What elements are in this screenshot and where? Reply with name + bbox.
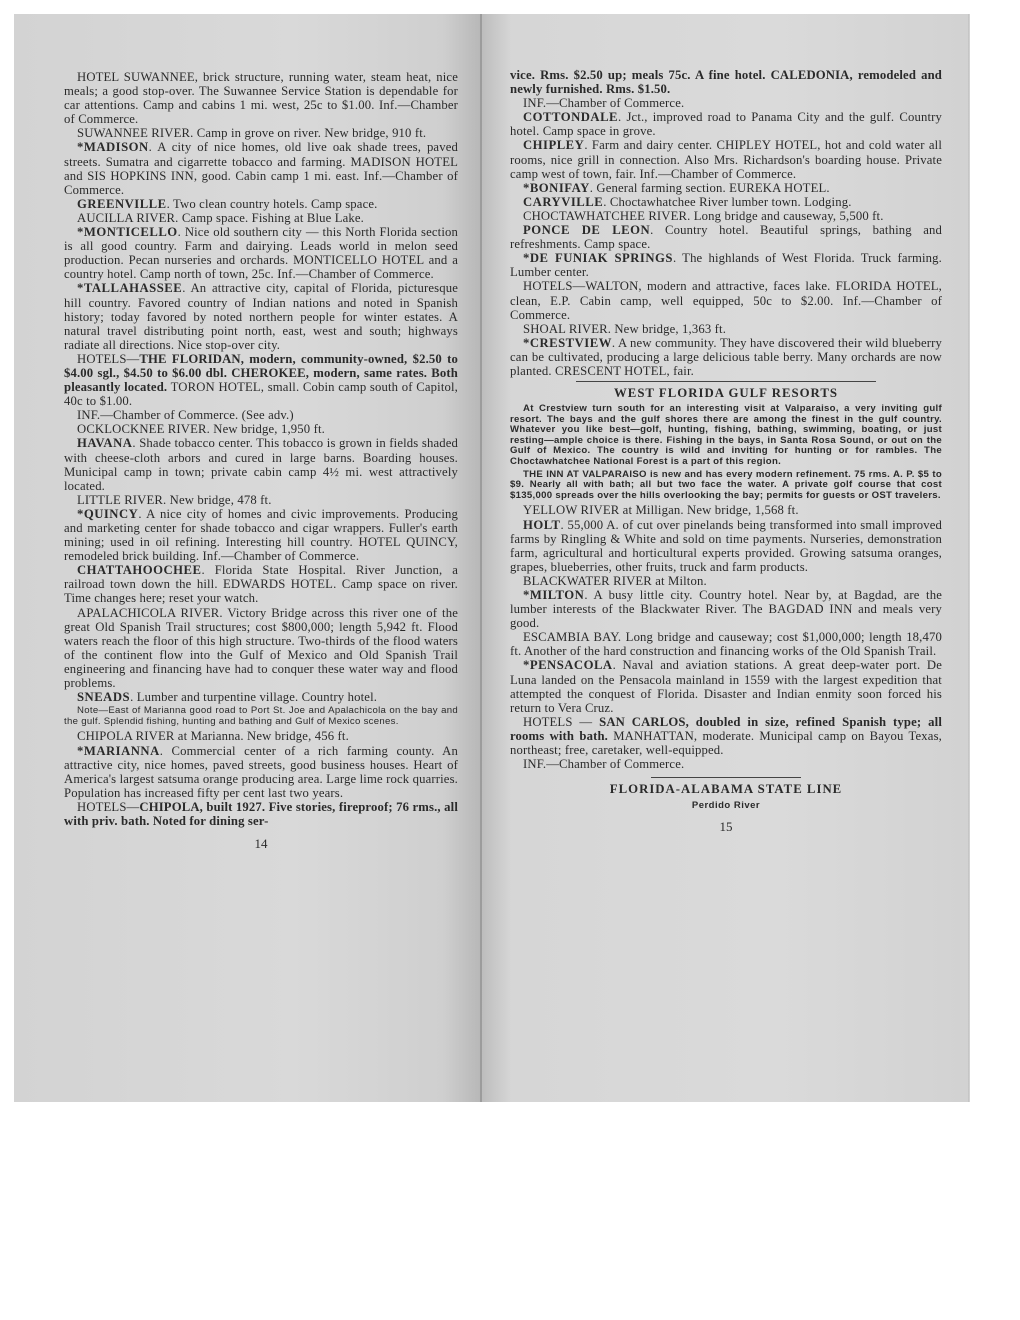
entry-text: at Milton. [651, 573, 707, 588]
entry [510, 209, 942, 223]
entry-text: TORON HOTEL, small. Cobin camp south of Capitol, 40c to $1.00. [64, 380, 458, 409]
entry [64, 744, 458, 800]
entry-text: . Nice old southern city — this North Florida section is all good country. Farm and dairying. Leads world in melon seed production. Pecan nurseries and orchards. MONTICELLO HOTEL and a country hotel. Camp north of town, 25c. Inf.—Chamber of Commerce. [64, 225, 458, 282]
entry-bold: SAN CARLOS, doubled in size, refined Spanish type; all rooms with bath. [510, 714, 942, 743]
entry-text: . Shade tobacco center. This tobacco is grown in fields shaded with cheese-cloth arbors and cured in large barns. Boarding houses. Municipal camp in town; private cabin camp 4½ mi. west attractively located. [64, 436, 458, 493]
entry-lead: SUWANNEE RIVER [77, 126, 191, 141]
entry-text: . A busy little city. Country hotel. Near by, at Bagdad, are the lumber interests of the Blackwater River. The BAGDAD INN and meals very good. [510, 587, 942, 631]
entry [64, 422, 458, 436]
entry-text: —Chamber of Commerce. [546, 757, 685, 772]
entry [64, 211, 458, 225]
entry-lead: ESCAMBIA BAY [523, 630, 618, 645]
entry [64, 225, 458, 281]
entry-text: . An attractive city, capital of Florida, picturesque hill country. Favored country of Indian nations and noted in Spanish history; today favored by noted northern people for winter estates. A natural travel distributing point north, east, west and south; highways radiate all directions. Nice stop-over city. [64, 281, 458, 352]
entry-text: . New bridge, 478 ft. [163, 492, 272, 507]
entry [510, 715, 942, 757]
entry-bold: THE FLORIDAN, modern, community-owned, $2.50 to $4.00 sgl., $4.50 to $6.00 dbl. CHEROKEE, modern, same rates. Both pleasantly located. [64, 351, 458, 395]
entry-text: . New bridge, 1,950 ft. [206, 422, 325, 437]
entry-lead: *BONIFAY [523, 180, 590, 195]
entry-lead: *MILTON [523, 587, 585, 602]
entry-lead: AUCILLA RIVER [77, 210, 176, 225]
entry [510, 588, 942, 630]
page-number-right: 15 [719, 819, 733, 835]
entry-lead: HOLT [523, 517, 561, 532]
entry-text: at Marianna. New bridge, 456 ft. [174, 729, 349, 744]
entry-text: . Camp in grove on river. New bridge, 910 ft. [190, 126, 427, 141]
right-entries-2 [510, 503, 942, 771]
entry [510, 574, 942, 588]
entry [510, 757, 942, 771]
entry [510, 336, 942, 378]
entry [510, 279, 942, 321]
entry-lead: APALACHICOLA RIVER [77, 605, 220, 620]
entry-lead: *MADISON [77, 140, 149, 155]
entry-lead: *PENSACOLA [523, 658, 613, 673]
entry-text: . Jct., improved road to Panama City and the gulf. Country hotel. Camp space in grove. [510, 110, 942, 139]
entry-lead: GREENVILLE [77, 196, 167, 211]
entry [510, 195, 942, 209]
entry [510, 223, 942, 251]
entry [64, 436, 458, 492]
entry [64, 493, 458, 507]
left-page [14, 14, 480, 1102]
entry-text: —Chamber of Commerce. (See adv.) [100, 408, 294, 423]
entry [64, 352, 458, 408]
entry-lead: *DE FUNIAK SPRINGS [523, 251, 673, 266]
entry-text: —Chamber of Commerce. [546, 96, 685, 111]
entry-text: . Long bridge and causeway; cost $1,000,000; length 18,470 ft. Another of the hard construction and financing works of the Old Spanish Trail. [510, 630, 942, 659]
entry-text: . Victory Bridge across this river one of the great Old Spanish Trail structures; cost $800,000; length 5,942 ft. Flood waters reach the floor of this high structure. Two-thirds of the flood waters of the continent flow into the Gulf of Mexico and Old Spanish Trail engineering and financing have had to conquer these water way and flood problems. [64, 605, 459, 691]
entry-lead: SNEADS [77, 690, 131, 705]
entry [510, 503, 942, 517]
entry-lead: PONCE DE LEON [523, 223, 651, 238]
entry [64, 140, 458, 196]
right-entries [510, 96, 942, 378]
entry [64, 408, 458, 422]
entry-text: . Commercial center of a rich farming county. An attractive city, nice homes, paved streets, good business houses. Heart of America's largest satsuma orange producing area. Large lime rock quarries. Population has increased fifty per cent last two years. [64, 743, 458, 800]
entry [64, 126, 458, 140]
entry [510, 110, 942, 138]
entry-lead: INF. [523, 96, 547, 111]
entry-text: at Milligan. New bridge, 1,568 ft. [619, 503, 799, 518]
entry-text: . Farm and dairy center. CHIPLEY HOTEL, hot and cold water all rooms, nice grill in connection. Also Mrs. Richardson's boarding house. Private camp west of town, fair. Inf.—Chamber of Commerce. [510, 138, 942, 181]
entry [64, 507, 458, 563]
state-line-rule [651, 777, 801, 778]
entry-lead: CHIPOLA RIVER [77, 729, 175, 744]
entry [64, 563, 458, 605]
entry-lead: HOTEL SUWANNEE [77, 70, 195, 84]
entry-text: . A city of nice homes, old live oak shade trees, paved streets. Sumatra and cigarrette tobacco and farming. MADISON HOTEL and SIS HOPKINS INN, good. Cabin camp 1 mi. east. Inf.—Chamber of Commerce. [64, 140, 458, 197]
entry-lead: OCKLOCKNEE RIVER [77, 422, 207, 437]
entry [510, 658, 942, 714]
entry-lead: HAVANA [77, 436, 133, 451]
state-line-subheading: Perdido River [691, 800, 761, 812]
entry-lead: COTTONDALE [523, 110, 619, 125]
resorts-paragraph-2: THE INN AT VALPARAISO is new and has every modern refinement. 75 rms. A. P. $5 to $9. Nearly all with bath; all but two face the water. A private golf course that cost $135,000 spreads over the hills overlooking the bay; permits for guests or OST travelers. [510, 468, 942, 501]
entry-lead: HOTELS — [523, 714, 600, 729]
right-page [482, 14, 968, 1102]
entry [64, 70, 458, 126]
entry-text: , brick structure, running water, steam heat, nice meals; a good stop-over. The Suwannee Service Station is dependable for car attentions. Camp and cabins 1 mi. west, 25c to $1.00. Inf.—Chamber of Commerce. [64, 70, 458, 127]
entry-text: MANHATTAN, moderate. Municipal camp on Bayou Texas, northeast; free, caretaker, well-equipped. [510, 728, 942, 757]
entry-lead: HOTELS— [77, 351, 140, 366]
marianna-note: Note—East of Marianna good road to Port St. Joe and Apalachicola on the bay and the gulf. Splendid fishing, hunting and bathing and Gulf of Mexico scenes. [64, 705, 458, 727]
entry-text: . Naval and aviation stations. A great deep-water port. De Luna landed on the Pensacola mainland in 1559 with the largest expedition that attempted the conquest of Florida. Disaster and Indian enmity soon forced his return to Vera Cruz. [510, 658, 942, 715]
entry [64, 729, 458, 743]
entry [510, 251, 942, 279]
entry-lead: CARYVILLE [523, 194, 604, 209]
entry-text: . General farming section. EUREKA HOTEL. [589, 180, 830, 195]
entry [510, 181, 942, 195]
entry-text: . Long bridge and causeway, 5,500 ft. [687, 208, 884, 223]
entry [510, 96, 942, 110]
entry [510, 518, 942, 574]
entry [64, 606, 458, 691]
entry-text: . The highlands of West Florida. Truck farming. Lumber center. [510, 251, 942, 280]
section-divider [576, 381, 876, 382]
entry-text: . Florida State Hospital. River Junction, a railroad town down the hill. EDWARDS HOTEL. Camp space on river. Time changes here; reset your watch. [64, 563, 458, 606]
entry-lead: *CRESTVIEW [523, 335, 612, 350]
entry [64, 800, 458, 828]
entry-lead: *TALLAHASSEE [77, 281, 183, 296]
entry [510, 630, 942, 658]
entry-lead: *QUINCY [77, 506, 139, 521]
resorts-paragraph-1: At Crestview turn south for an interesting visit at Valparaiso, a very inviting gulf resort. The bays and the gulf shores there are among the finest in the gulf country. Whatever you like best—golf, hunting, fishing, bathing, swimming, boating, or just resting—ample choice is there. Fishing in the bays, in Santa Rosa Sound, or out on the Gulf of Mexico. The country is wild and inviting for hunting or for rambles. The Choctawhatchee National Forest is a part of this region. [510, 403, 942, 468]
entry-text: . New bridge, 1,363 ft. [607, 321, 727, 336]
entry-lead: YELLOW RIVER [523, 503, 620, 518]
entry-text: . Lumber and turpentine village. Country hotel. [130, 690, 378, 705]
entry-lead: CHATTAHOOCHEE [77, 563, 202, 578]
entry-lead: CHIPLEY [523, 138, 585, 153]
entry-text: . Choctawhatchee River lumber town. Lodging. [603, 194, 852, 209]
entry-text: . A new community. They have discovered their wild blueberry can be cultivated, producing a large delicious table berry. Many orchards are now planted. CRESCENT HOTEL, fair. [510, 335, 942, 378]
entry-lead: INF. [523, 757, 547, 772]
resorts-heading: WEST FLORIDA GULF RESORTS [613, 386, 839, 401]
page-number-left: 14 [254, 836, 268, 852]
left-entries-2 [64, 729, 458, 828]
entry [510, 138, 942, 180]
entry [64, 690, 458, 704]
entry-text: . Country hotel. Beautiful springs, bathing and refreshments. Camp space. [510, 223, 942, 252]
entry [510, 322, 942, 336]
left-entries [64, 70, 458, 704]
entry-text: —WALTON, modern and attractive, faces lake. FLORIDA HOTEL, clean, E.P. Cabin camp, well equipped, 50c to $2.00. Inf.—Chamber of Commerce. [510, 279, 942, 322]
state-line-heading: FLORIDA-ALABAMA STATE LINE [609, 782, 843, 797]
entry [64, 197, 458, 211]
entry-lead: CHOCTAWHATCHEE RIVER [523, 208, 688, 223]
entry-text: . Two clean country hotels. Camp space. [166, 196, 378, 211]
entry-text: . 55,000 A. of cut over pinelands being transformed into small improved farms by Ringling & White and sold on time payments. Nurseries, demonstration farm, agricultural and horticultural experts provided. Growing satsuma oranges, grapes, blueberries, other fruits, truck and farm products. [510, 517, 942, 574]
entry-lead: HOTELS— [77, 799, 140, 814]
entry-lead: INF. [77, 408, 101, 423]
entry-lead: HOTELS [523, 279, 573, 294]
entry-lead: *MONTICELLO [77, 225, 178, 240]
entry-lead: BLACKWATER RIVER [523, 573, 652, 588]
entry-lead: LITTLE RIVER [77, 492, 164, 507]
caledonia-continuation: vice. Rms. $2.50 up; meals 75c. A fine hotel. CALEDONIA, remodeled and newly furnished. Rms. $1.50. [510, 68, 942, 97]
entry-lead: *MARIANNA [77, 743, 160, 758]
entry-text: . Camp space. Fishing at Blue Lake. [175, 210, 365, 225]
entry-text: . A nice city of homes and civic improvements. Producing and marketing center for shade tobacco and cigar wrappers. Fuller's earth mining; used in oil refining. Interesting hill country. HOTEL QUINCY, remodeled brick building. Inf.—Chamber of Commerce. [64, 506, 458, 564]
entry [64, 281, 458, 351]
entry-bold: CHIPOLA, built 1927. Five stories, fireproof; 76 rms., all with priv. bath. Noted for dining ser- [64, 799, 458, 828]
entry-lead: SHOAL RIVER [523, 321, 608, 336]
